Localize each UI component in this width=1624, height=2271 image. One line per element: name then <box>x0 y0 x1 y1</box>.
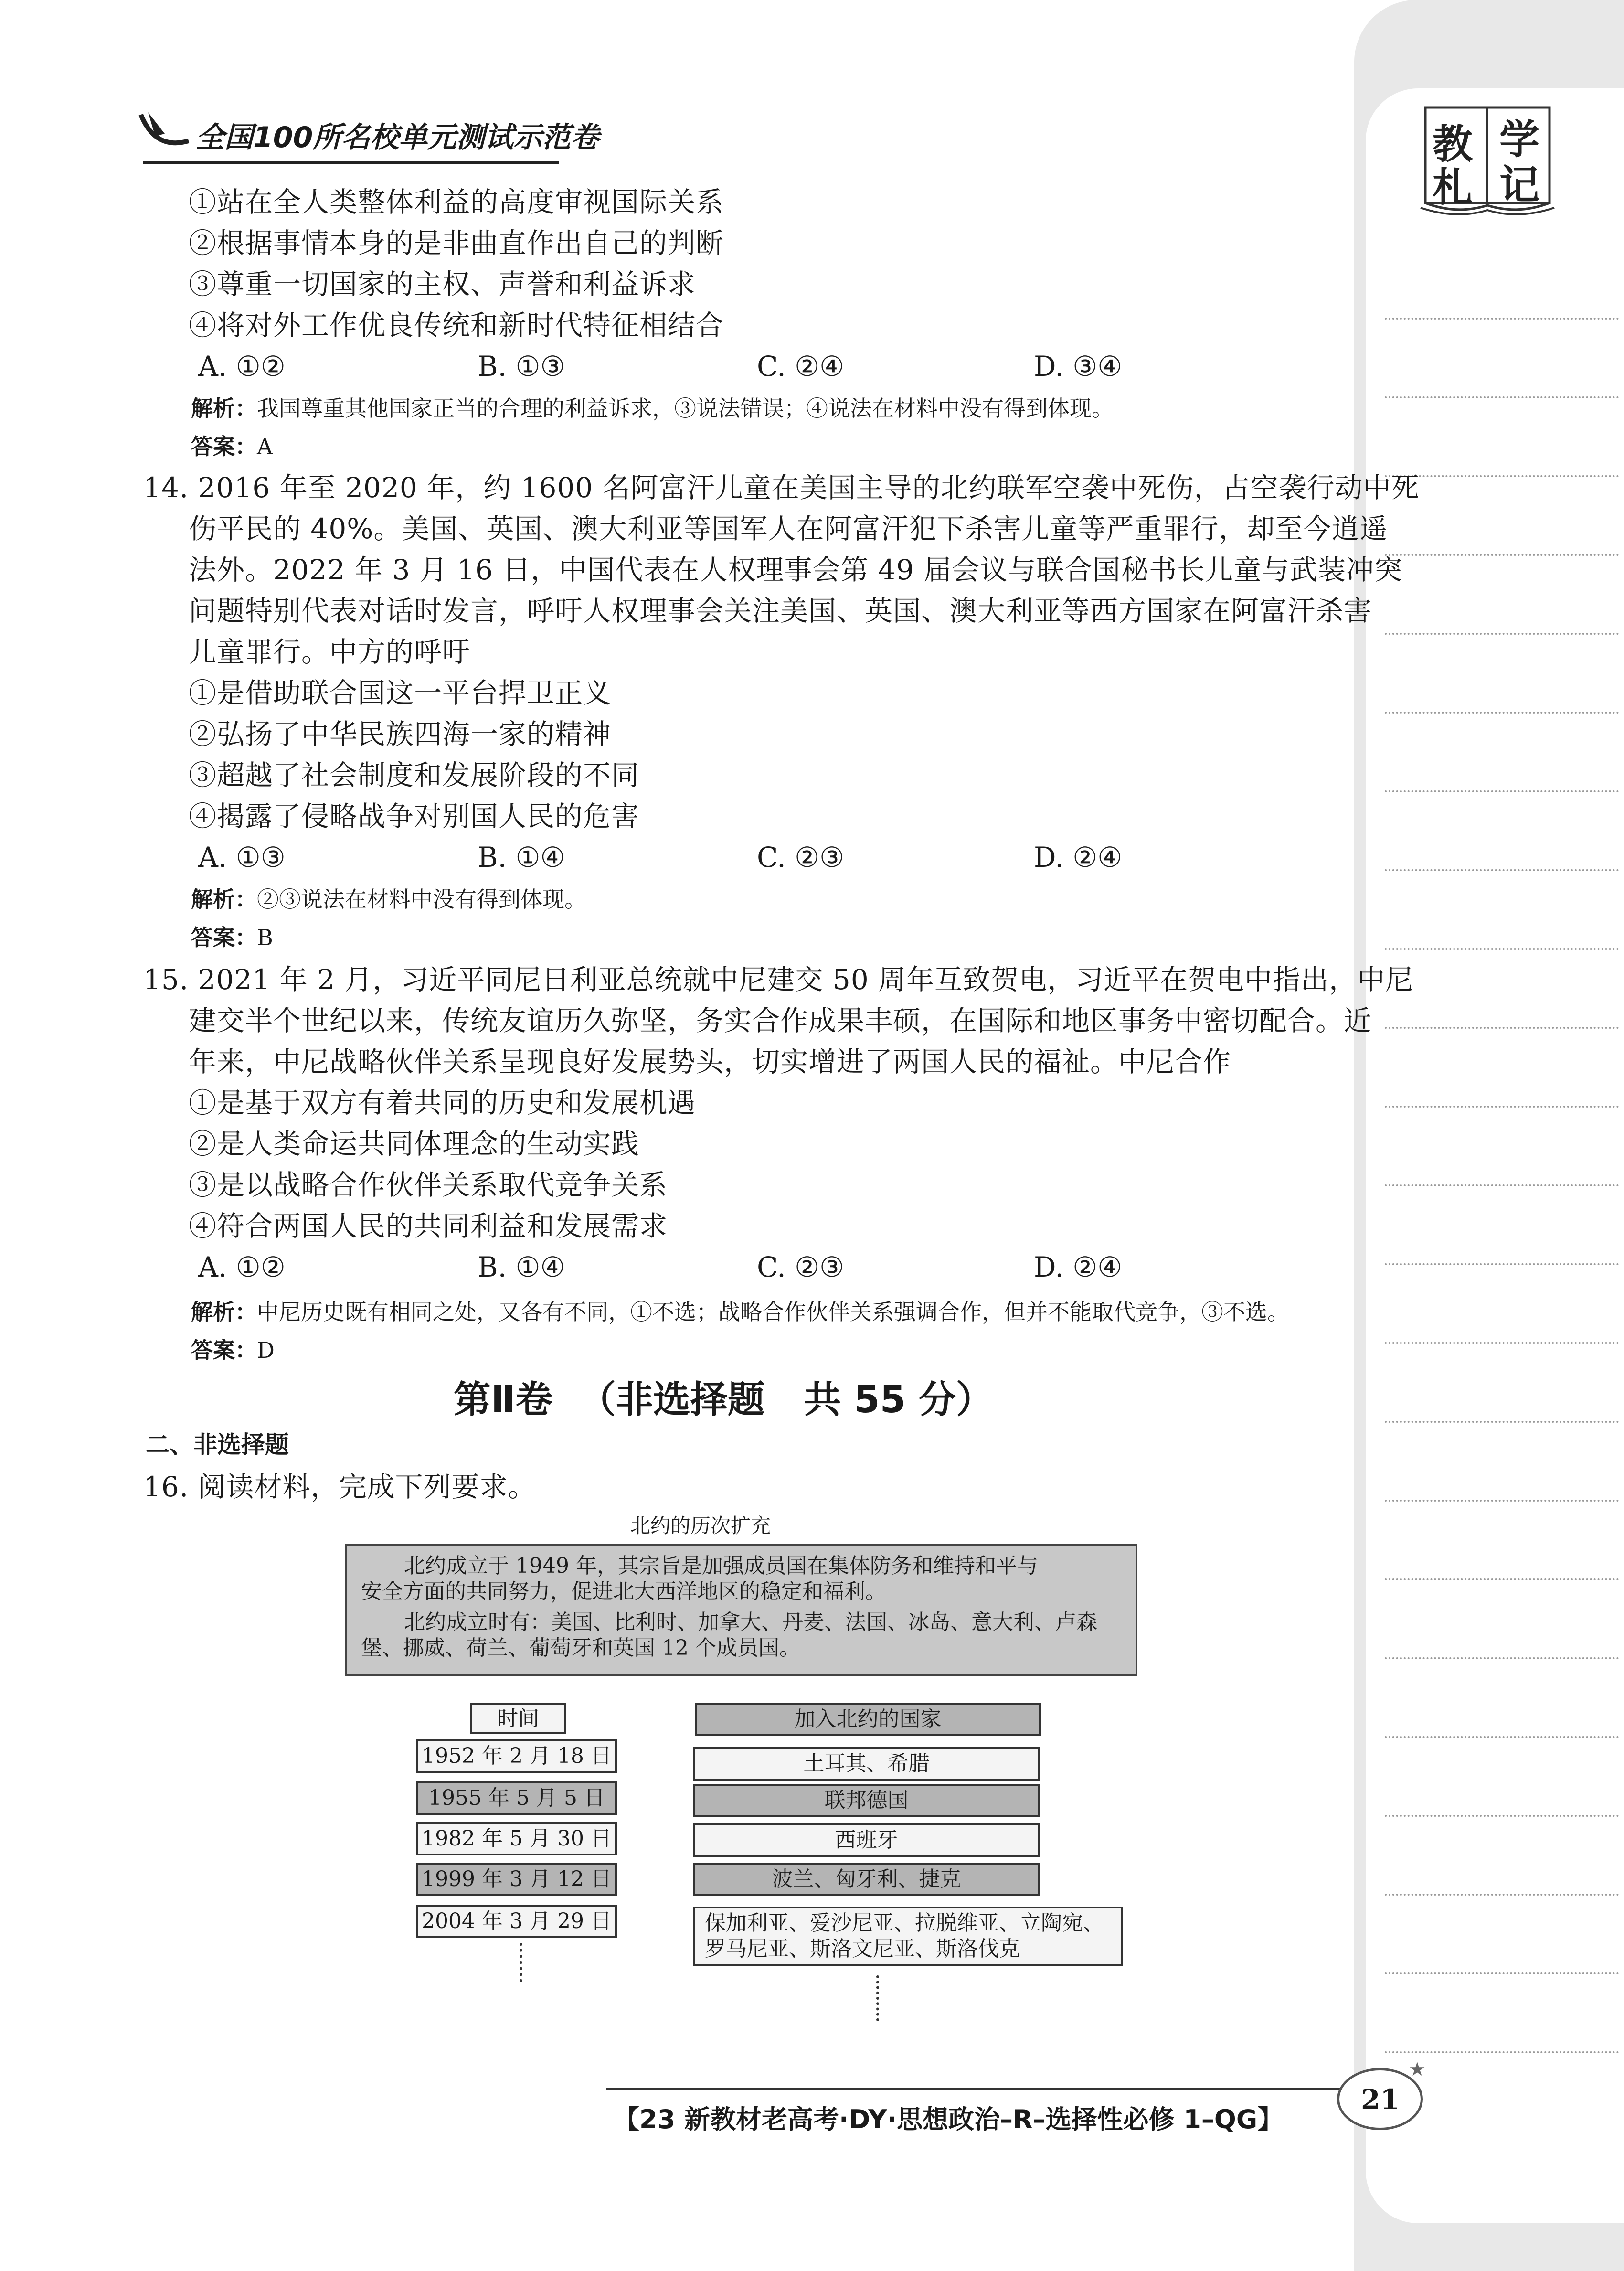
countries-row-1: 土耳其、希腊 <box>693 1747 1040 1781</box>
q13-choice-c: C. ②④ <box>757 350 845 383</box>
q14-analysis <box>191 883 586 916</box>
answer-value: A <box>257 434 273 459</box>
nato-info-box <box>345 1544 1137 1676</box>
q15-analysis <box>191 1295 1289 1329</box>
q14-option-3: ③超越了社会制度和发展阶段的不同 <box>189 759 640 791</box>
date-row-2: 1955 年 5 月 5 日 <box>416 1781 617 1815</box>
q14-stem-line-2: 伤平民的 40%。美国、英国、澳大利亚等国军人在阿富汗犯下杀害儿童等严重罪行，却至今逍遥 <box>189 512 1388 545</box>
section-title: 第Ⅱ卷 （非选择题 共 55 分） <box>454 1378 994 1421</box>
q15-answer <box>191 1333 275 1367</box>
note-line <box>1385 554 1619 556</box>
q14-option-2: ②弘扬了中华民族四海一家的精神 <box>189 718 612 750</box>
note-line <box>1385 1184 1619 1186</box>
answer-value: B <box>257 925 273 950</box>
info-line-1: 北约成立于 1949 年，其宗旨是加强成员国在集体防务和维持和平与 <box>404 1554 1038 1578</box>
q13-option-4: ④将对外工作优良传统和新时代特征相结合 <box>189 309 724 341</box>
timeline-continuation-dots <box>520 1943 522 1982</box>
q14-stem-line-5: 儿童罪行。中方的呼吁 <box>189 636 471 668</box>
note-line <box>1385 475 1619 477</box>
q15-choice-c: C. ②③ <box>757 1251 845 1283</box>
q16-stem: 16. 阅读材料，完成下列要求。 <box>143 1471 536 1503</box>
q15-choice-a: A. ①② <box>198 1251 286 1283</box>
note-line <box>1385 1500 1619 1502</box>
info-line-2: 安全方面的共同努力，促进北大西洋地区的稳定和福利。 <box>361 1579 886 1604</box>
countries-row-3: 西班牙 <box>693 1823 1040 1857</box>
countries-continuation-dots <box>876 1975 879 2021</box>
countries-row-4: 波兰、匈牙利、捷克 <box>693 1863 1040 1896</box>
q14-option-1: ①是借助联合国这一平台捍卫正义 <box>189 677 612 709</box>
header-divider <box>143 161 559 164</box>
note-line <box>1385 1815 1619 1817</box>
q13-choice-b: B. ①③ <box>478 350 565 383</box>
countries-row-2: 联邦德国 <box>693 1784 1040 1817</box>
answer-label: 答案： <box>191 1337 257 1363</box>
q13-analysis <box>191 392 1114 425</box>
date-row-4: 1999 年 3 月 12 日 <box>416 1863 617 1896</box>
q15-choice-b: B. ①④ <box>478 1251 565 1283</box>
q13-option-2: ②根据事情本身的是非曲直作出自己的判断 <box>189 227 724 259</box>
note-line <box>1385 1421 1619 1423</box>
analysis-label: 解析： <box>191 886 257 912</box>
q15-stem-line-1: 15. 2021 年 2 月，习近平同尼日利亚总统就中尼建交 50 周年互致贺电，习近平在贺电中指出，中尼 <box>143 963 1414 996</box>
q14-answer <box>191 921 273 954</box>
note-line <box>1385 1027 1619 1029</box>
notebook-char-2: 学 <box>1499 116 1540 163</box>
logo-icon <box>136 107 193 160</box>
header-title: 全国100所名校单元测试示范卷 <box>196 121 600 154</box>
analysis-label: 解析： <box>191 395 257 421</box>
q13-choice-a: A. ①② <box>198 350 286 383</box>
analysis-label: 解析： <box>191 1299 257 1325</box>
answer-label: 答案： <box>191 925 257 950</box>
analysis-text: 中尼历史既有相同之处，又各有不同，①不选；战略合作伙伴关系强调合作，但并不能取代竞争，③不选。 <box>257 1299 1289 1325</box>
q13-choice-d: D. ③④ <box>1034 350 1123 383</box>
notebook-icon <box>1416 103 1559 217</box>
note-line <box>1385 1736 1619 1738</box>
q14-choice-d: D. ②④ <box>1034 841 1123 874</box>
star-icon: ★ <box>1409 2058 1426 2080</box>
note-line <box>1385 1972 1619 1974</box>
answer-label: 答案： <box>191 434 257 459</box>
q14-choice-c: C. ②③ <box>757 841 845 874</box>
note-line <box>1385 318 1619 320</box>
note-line <box>1385 1894 1619 1896</box>
footer-text: 【23 新教材老高考·DY·思想政治–R–选择性必修 1–QG】 <box>614 2104 1284 2134</box>
q15-option-4: ④符合两国人民的共同利益和发展需求 <box>189 1210 668 1242</box>
info-line-3: 北约成立时有：美国、比利时、加拿大、丹麦、法国、冰岛、意大利、卢森 <box>404 1610 1097 1634</box>
note-line <box>1385 948 1619 950</box>
countries-row-5 <box>693 1907 1123 1966</box>
note-line <box>1385 1342 1619 1344</box>
note-line <box>1385 1657 1619 1659</box>
q14-choice-a: A. ①③ <box>198 841 286 874</box>
q14-choice-b: B. ①④ <box>478 841 565 874</box>
q15-choice-d: D. ②④ <box>1034 1251 1123 1283</box>
diagram-title: 北约的历次扩充 <box>630 1514 771 1537</box>
q15-option-3: ③是以战略合作伙伴关系取代竞争关系 <box>189 1169 668 1201</box>
note-line <box>1385 869 1619 871</box>
q14-stem-line-4: 问题特别代表对话时发言，呼吁人权理事会关注美国、英国、澳大利亚等西方国家在阿富汗杀害 <box>189 595 1372 627</box>
date-row-3: 1982 年 5 月 30 日 <box>416 1822 617 1855</box>
countries-row-5-line-1: 保加利亚、爱沙尼亚、拉脱维亚、立陶宛、 <box>705 1911 1104 1935</box>
note-line <box>1385 633 1619 635</box>
q14-option-4: ④揭露了侵略战争对别国人民的危害 <box>189 800 640 832</box>
notebook-char-4: 记 <box>1499 161 1540 208</box>
note-line <box>1385 790 1619 792</box>
time-header: 时间 <box>470 1703 566 1734</box>
note-line <box>1385 1263 1619 1265</box>
note-line <box>1385 712 1619 714</box>
section-subtitle: 二、非选择题 <box>146 1431 289 1459</box>
note-line <box>1385 1578 1619 1580</box>
note-line <box>1385 396 1619 398</box>
answer-value: D <box>257 1337 275 1363</box>
notes-area <box>1366 88 1624 2223</box>
date-row-1: 1952 年 2 月 18 日 <box>416 1739 617 1773</box>
q15-stem-line-2: 建交半个世纪以来，传统友谊历久弥坚，务实合作成果丰硕，在国际和地区事务中密切配合。近 <box>189 1004 1372 1037</box>
info-line-4: 堡、挪威、荷兰、葡萄牙和英国 12 个成员国。 <box>361 1636 800 1660</box>
date-row-5: 2004 年 3 月 29 日 <box>416 1905 617 1938</box>
analysis-text: ②③说法在材料中没有得到体现。 <box>257 886 586 912</box>
countries-row-5-line-2: 罗马尼亚、斯洛文尼亚、斯洛伐克 <box>705 1937 1020 1961</box>
q13-option-1: ①站在全人类整体利益的高度审视国际关系 <box>189 186 724 218</box>
footer-divider <box>606 2088 1342 2090</box>
notebook-char-3: 札 <box>1433 164 1473 211</box>
q13-answer <box>191 430 273 463</box>
note-line <box>1385 2051 1619 2053</box>
q14-stem-line-1: 14. 2016 年至 2020 年，约 1600 名阿富汗儿童在美国主导的北约联军空袭中死伤，占空袭行动中死 <box>143 471 1420 504</box>
page-number: 21 <box>1361 2083 1400 2116</box>
countries-header: 加入北约的国家 <box>695 1703 1041 1736</box>
q14-stem-line-3: 法外。2022 年 3 月 16 日，中国代表在人权理事会第 49 届会议与联合国秘书长儿童与武装冲突 <box>189 554 1403 586</box>
q15-option-2: ②是人类命运共同体理念的生动实践 <box>189 1128 640 1160</box>
q13-option-3: ③尊重一切国家的主权、声誉和利益诉求 <box>189 268 696 300</box>
notebook-char-1: 教 <box>1433 121 1473 168</box>
q15-stem-line-3: 年来，中尼战略伙伴关系呈现良好发展势头，切实增进了两国人民的福祉。中尼合作 <box>189 1045 1231 1078</box>
q15-option-1: ①是基于双方有着共同的历史和发展机遇 <box>189 1087 696 1119</box>
note-line <box>1385 1106 1619 1108</box>
analysis-text: 我国尊重其他国家正当的合理的利益诉求，③说法错误；④说法在材料中没有得到体现。 <box>257 395 1114 421</box>
